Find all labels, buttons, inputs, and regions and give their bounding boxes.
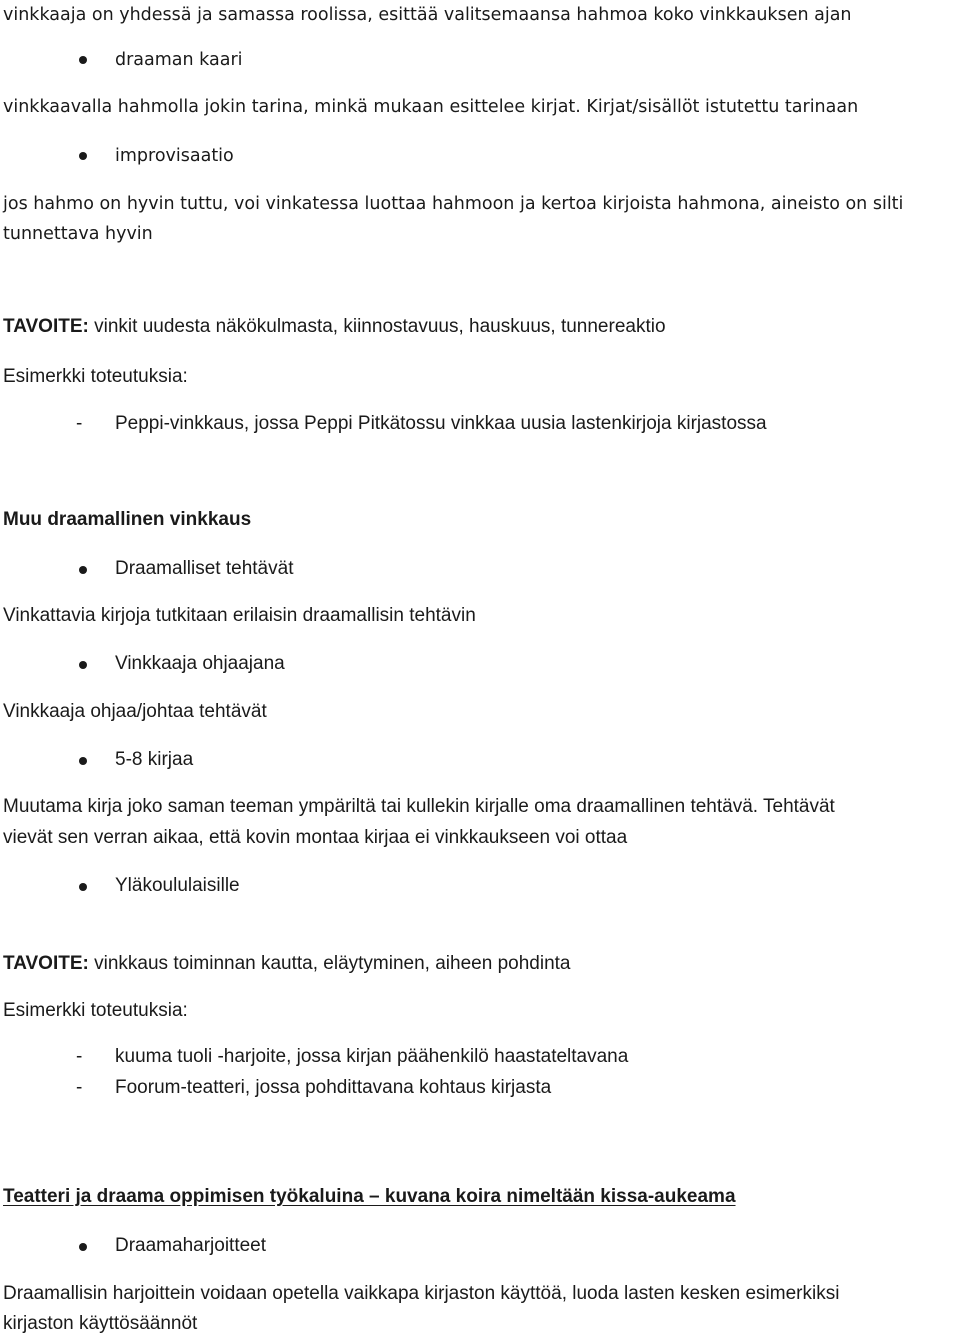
bullet-icon xyxy=(79,566,87,574)
paragraph-line: Draamallisin harjoittein voidaan opetella vaikkapa kirjaston käyttöä, luoda lasten kesken esimerkiksi xyxy=(3,1283,840,1304)
bullet-icon xyxy=(79,757,87,765)
paragraph-line: vievät sen verran aikaa, että kovin montaa kirjaa ei vinkkaukseen voi ottaa xyxy=(3,827,628,848)
example-item: Foorum-teatteri, jossa pohdittavana kohtaus kirjasta xyxy=(115,1077,552,1098)
paragraph-line: Muutama kirja joko saman teeman ympäriltä tai kullekin kirjalle oma draamallinen tehtävä. Tehtävät xyxy=(3,796,835,817)
paragraph-line: tunnettava hyvin xyxy=(3,224,153,244)
bullet-item: Draamaharjoitteet xyxy=(115,1235,267,1256)
paragraph-line: kirjaston käyttösäännöt xyxy=(3,1313,198,1334)
example-item: kuuma tuoli -harjoite, jossa kirjan päähenkilö haastateltavana xyxy=(115,1046,629,1067)
bullet-item: 5-8 kirjaa xyxy=(115,749,194,770)
goal-text: vinkkaus toiminnan kautta, eläytyminen, aiheen pohdinta xyxy=(88,953,571,974)
paragraph-line: vinkkaaja on yhdessä ja samassa roolissa, esittää valitsemaansa hahmoa koko vinkkauksen ajan xyxy=(3,5,852,25)
example-item: Peppi-vinkkaus, jossa Peppi Pitkätossu vinkkaa uusia lastenkirjoja kirjastossa xyxy=(115,413,767,434)
dash-marker: - xyxy=(76,1077,83,1098)
bullet-icon xyxy=(79,152,87,160)
bullet-item: Vinkkaaja ohjaajana xyxy=(115,653,285,674)
bullet-icon xyxy=(79,661,87,669)
bullet-icon xyxy=(79,1243,87,1251)
section-heading: Muu draamallinen vinkkaus xyxy=(3,509,252,530)
goal-line xyxy=(3,315,666,339)
goal-text: vinkit uudesta näkökulmasta, kiinnostavuus, hauskuus, tunnereaktio xyxy=(88,316,666,337)
paragraph-line: jos hahmo on hyvin tuttu, voi vinkatessa luottaa hahmoon ja kertoa kirjoista hahmona, aineisto on silti xyxy=(3,194,904,214)
paragraph-line: Vinkkaaja ohjaa/johtaa tehtävät xyxy=(3,701,267,722)
dash-marker: - xyxy=(76,413,83,434)
bullet-item: improvisaatio xyxy=(115,146,234,166)
bullet-icon xyxy=(79,56,87,64)
goal-label: TAVOITE: xyxy=(3,953,89,974)
examples-label: Esimerkki toteutuksia: xyxy=(3,1000,188,1021)
bullet-item: Draamalliset tehtävät xyxy=(115,558,294,579)
bullet-icon xyxy=(79,883,87,891)
bullet-item: Yläkoululaisille xyxy=(115,875,240,896)
bullet-item: draaman kaari xyxy=(115,50,243,70)
goal-label: TAVOITE: xyxy=(3,316,89,337)
paragraph-line: Vinkattavia kirjoja tutkitaan erilaisin draamallisin tehtävin xyxy=(3,605,476,626)
examples-label: Esimerkki toteutuksia: xyxy=(3,366,188,387)
paragraph-line: vinkkaavalla hahmolla jokin tarina, minkä mukaan esittelee kirjat. Kirjat/sisällöt istutettu tarinaan xyxy=(3,97,859,117)
dash-marker: - xyxy=(76,1046,83,1067)
goal-line xyxy=(3,952,570,976)
section-heading: Teatteri ja draama oppimisen työkaluina – kuvana koira nimeltään kissa-aukeama xyxy=(3,1186,736,1207)
